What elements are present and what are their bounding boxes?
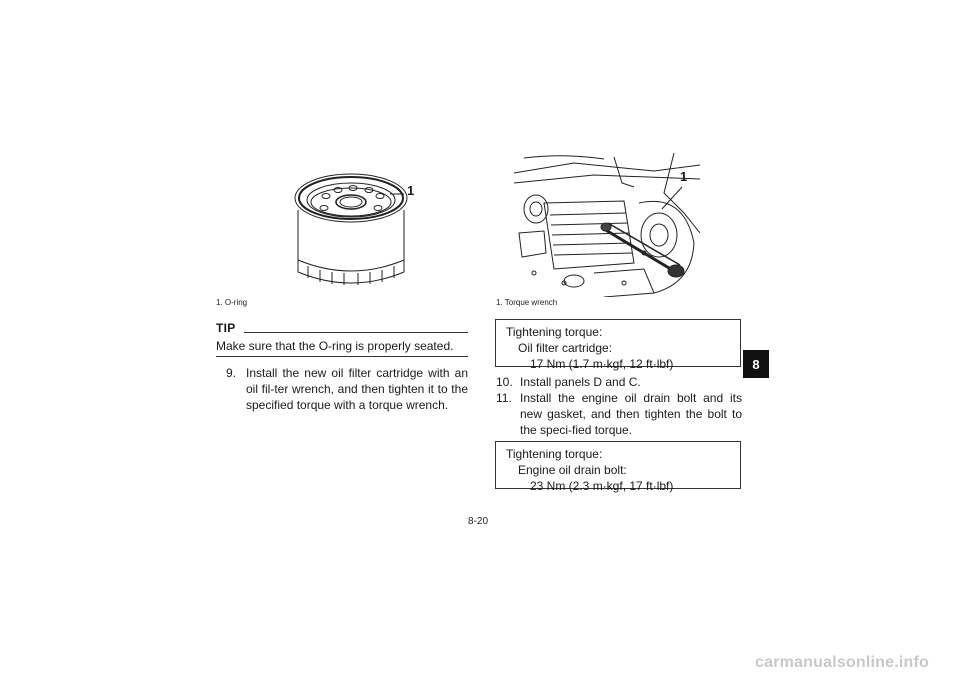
figure-caption-torque-wrench: 1. Torque wrench [496,298,558,307]
step-text: Install the engine oil drain bolt and its new gasket, and then tighten the bolt to the speci-fied torque. [520,391,742,437]
step-11 [496,390,742,438]
torque-wrench-figure [514,153,700,297]
spec-value: 23 Nm (2.3 m·kgf, 17 ft·lbf) [530,479,674,493]
figure-caption-oring: 1. O-ring [216,298,248,307]
tip-bottom-rule [216,356,468,357]
chapter-tab: 8 [743,350,769,378]
step-text: Install panels D and C. [520,375,641,389]
tip-text: Make sure that the O-ring is properly seated. [216,339,454,353]
tip-title: TIP [216,321,236,335]
spec-title: Tightening torque: [506,447,603,461]
spec-box-drain-bolt [495,441,741,493]
page-number: 8-20 [468,516,489,527]
engine-torque-wrench-illustration [514,153,700,297]
callout-torque-wrench: 1 [680,169,688,184]
spec-title: Tightening torque: [506,325,603,339]
watermark-link[interactable]: carmanualsonline.info [755,654,930,671]
step-number: 11. [496,391,512,405]
spec-item: Engine oil drain bolt: [518,463,627,477]
spec-value: 17 Nm (1.7 m·kgf, 12 ft·lbf) [530,357,674,371]
oil-filter-figure [280,160,430,295]
spec-item: Oil filter cartridge: [518,341,613,355]
spec-box-oil-filter [495,319,741,371]
step-number: 9. [226,366,237,380]
step-10 [496,374,742,390]
callout-oring: 1 [407,183,415,198]
step-9 [216,365,468,413]
oil-filter-illustration [280,160,430,295]
step-text: Install the new oil filter cartridge with an oil fil-ter wrench, and then tighten it to the specified torque with a torque wrench. [246,366,468,412]
tip-top-rule [244,332,468,333]
step-number: 10. [496,375,513,389]
